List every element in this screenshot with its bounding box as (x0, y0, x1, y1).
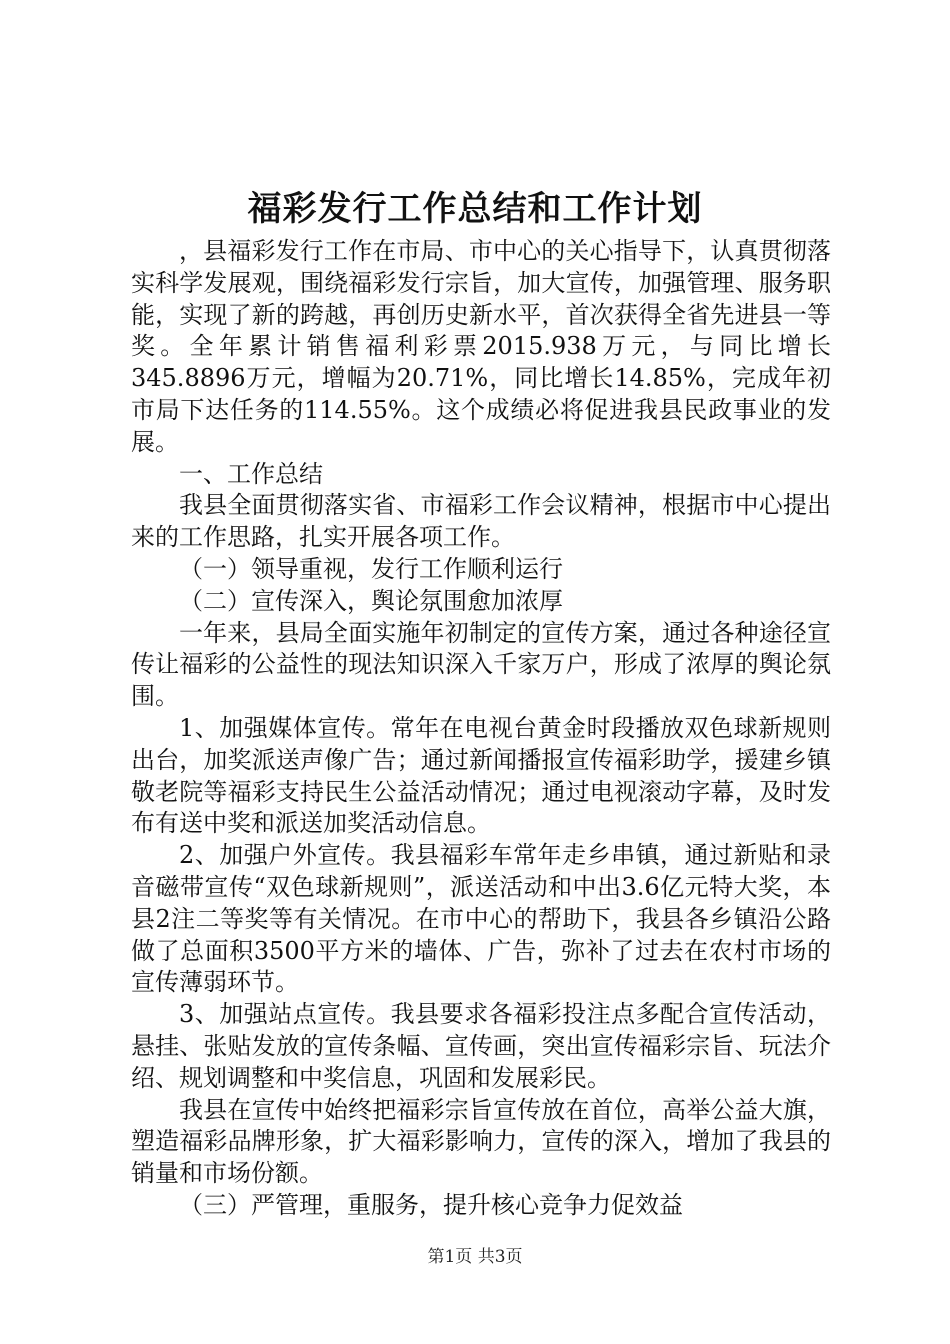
section-heading-work-summary: 一、工作总结 (179, 459, 323, 488)
list-item-outdoor: 2、加强户外宣传。我县福彩车常年走乡串镇，通过新贴和录音磁带宣传“双色球新规则”，派送活动和中出3.6亿元特大奖，本县2注二等奖等有关情况。在市中心的帮助下，我县各乡镇沿公路做了总面积3500平方米的墙体、广告，弥补了过去在农村市场的宣传薄弱环节。 (131, 841, 831, 997)
sub-heading-publicity: （二）宣传深入，舆论氛围愈加浓厚 (179, 586, 563, 615)
paragraph-summary: 我县全面贯彻落实省、市福彩工作会议精神，根据市中心提出来的工作思路，扎实开展各项工作。 (131, 491, 831, 552)
document-title: 福彩发行工作总结和工作计划 (247, 189, 703, 229)
paragraph-publicity-result: 我县在宣传中始终把福彩宗旨宣传放在首位，高举公益大旗，塑造福彩品牌形象，扩大福彩影响力，宣传的深入，增加了我县的销量和市场份额。 (131, 1095, 831, 1188)
list-item-stations: 3、加强站点宣传。我县要求各福彩投注点多配合宣传活动，悬挂、张贴发放的宣传条幅、宣传画，突出宣传福彩宗旨、玩法介绍、规划调整和中奖信息，巩固和发展彩民。 (131, 1000, 831, 1092)
paragraph-publicity: 一年来，县局全面实施年初制定的宣传方案，通过各种途径宣传让福彩的公益性的现法知识深入千家万户，形成了浓厚的舆论氛围。 (131, 618, 831, 711)
list-item-media: 1、加强媒体宣传。常年在电视台黄金时段播放双色球新规则出台，加奖派送声像广告；通过新闻播报宣传福彩助学，援建乡镇敬老院等福彩支持民生公益活动情况；通过电视滚动字幕，及时发布有送中奖和派送加奖活动信息。 (131, 713, 831, 838)
page-footer: 第1页 共3页 (427, 1247, 523, 1267)
paragraph-intro: ，县福彩发行工作在市局、市中心的关心指导下，认真贯彻落实科学发展观，围绕福彩发行宗旨，加大宣传，加强管理、服务职能，实现了新的跨越，再创历史新水平，首次获得全省先进县一等奖。全年累计销售福利彩票2015.938万元，与同比增长345.8896万元，增幅为20.71%，同比增长14.85%，完成年初市局下达任务的114.55%。这个成绩必将促进我县民政事业的发展。 (131, 237, 831, 456)
sub-heading-management: （三）严管理，重服务，提升核心竞争力促效益 (179, 1190, 683, 1219)
sub-heading-leadership: （一）领导重视，发行工作顺利运行 (179, 554, 563, 583)
document-body (131, 236, 831, 1222)
